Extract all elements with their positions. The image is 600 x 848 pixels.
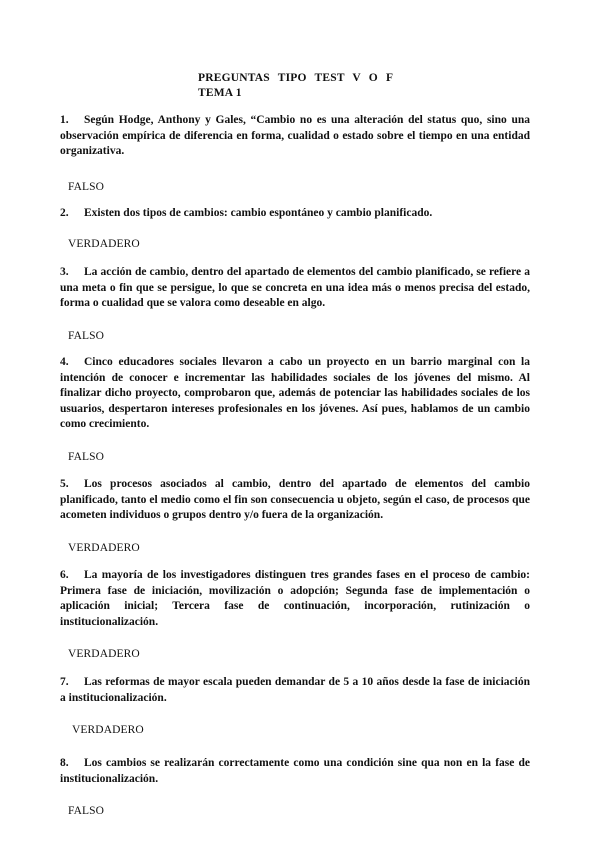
question-number: 6. <box>60 569 69 581</box>
question-text: La acción de cambio, dentro del apartado de elementos del cambio planificado, se refiere a una meta o fin que se persigue, lo que se concreta en una idea más o menos precisa del estado, forma o cualidad que se valora como deseable en algo. <box>60 266 530 310</box>
question-text: La mayoría de los investigadores distinguen tres grandes fases en el proceso de cambio: Primera fase de iniciación, movilización o adopción; Segunda fase de implementación o aplicación inicial; Tercera fase de continuación, incorporación, rutinización o institucionalización. <box>60 569 530 628</box>
answer-1: FALSO <box>68 181 105 193</box>
answer-2: VERDADERO <box>68 238 140 250</box>
question-2 <box>60 206 530 222</box>
question-5 <box>60 477 530 524</box>
question-text: Los procesos asociados al cambio, dentro del apartado de elementos del cambio planificado, tanto el medio como el fin son consecuencia u objeto, según el caso, de procesos que acometen individuos o grupos dentro y/o fuera de la organización. <box>60 478 530 522</box>
question-number: 2. <box>60 207 69 219</box>
question-7 <box>60 675 530 706</box>
question-number: 3. <box>60 266 69 278</box>
question-number: 4. <box>60 356 69 368</box>
document-header <box>198 71 393 101</box>
document-subtitle: TEMA 1 <box>198 87 242 99</box>
question-number: 5. <box>60 478 69 490</box>
question-number: 7. <box>60 676 69 688</box>
question-text: Los cambios se realizarán correctamente como una condición sine qua non en la fase de institucionalización. <box>60 757 530 785</box>
answer-7: VERDADERO <box>72 724 144 736</box>
question-4 <box>60 355 530 433</box>
document-title: PREGUNTAS TIPO TEST V O F <box>198 72 394 84</box>
answer-8: FALSO <box>68 805 105 817</box>
question-1 <box>60 113 530 160</box>
question-6 <box>60 568 530 630</box>
question-text: Según Hodge, Anthony y Gales, “Cambio no es una alteración del status quo, sino una observación empírica de diferencia en forma, cualidad o estado sobre el tiempo en una entidad organizativa. <box>60 114 530 158</box>
question-number: 8. <box>60 757 69 769</box>
question-3 <box>60 265 530 312</box>
answer-6: VERDADERO <box>68 648 140 660</box>
question-8 <box>60 756 530 787</box>
question-number: 1. <box>60 114 69 126</box>
question-text: Existen dos tipos de cambios: cambio espontáneo y cambio planificado. <box>84 207 433 219</box>
answer-5: VERDADERO <box>68 542 140 554</box>
question-text: Cinco educadores sociales llevaron a cabo un proyecto en un barrio marginal con la intención de conocer e incrementar las habilidades sociales de los jóvenes del mismo. Al finalizar dicho proyecto, comprobaron que, además de potenciar las habilidades sociales de los usuarios, despertaron intereses profesionales en los jóvenes. Así pues, hablamos de un cambio como crecimiento. <box>60 356 530 431</box>
answer-3: FALSO <box>68 330 105 342</box>
answer-4: FALSO <box>68 451 105 463</box>
question-text: Las reformas de mayor escala pueden demandar de 5 a 10 años desde la fase de iniciación a institucionalización. <box>60 676 530 704</box>
